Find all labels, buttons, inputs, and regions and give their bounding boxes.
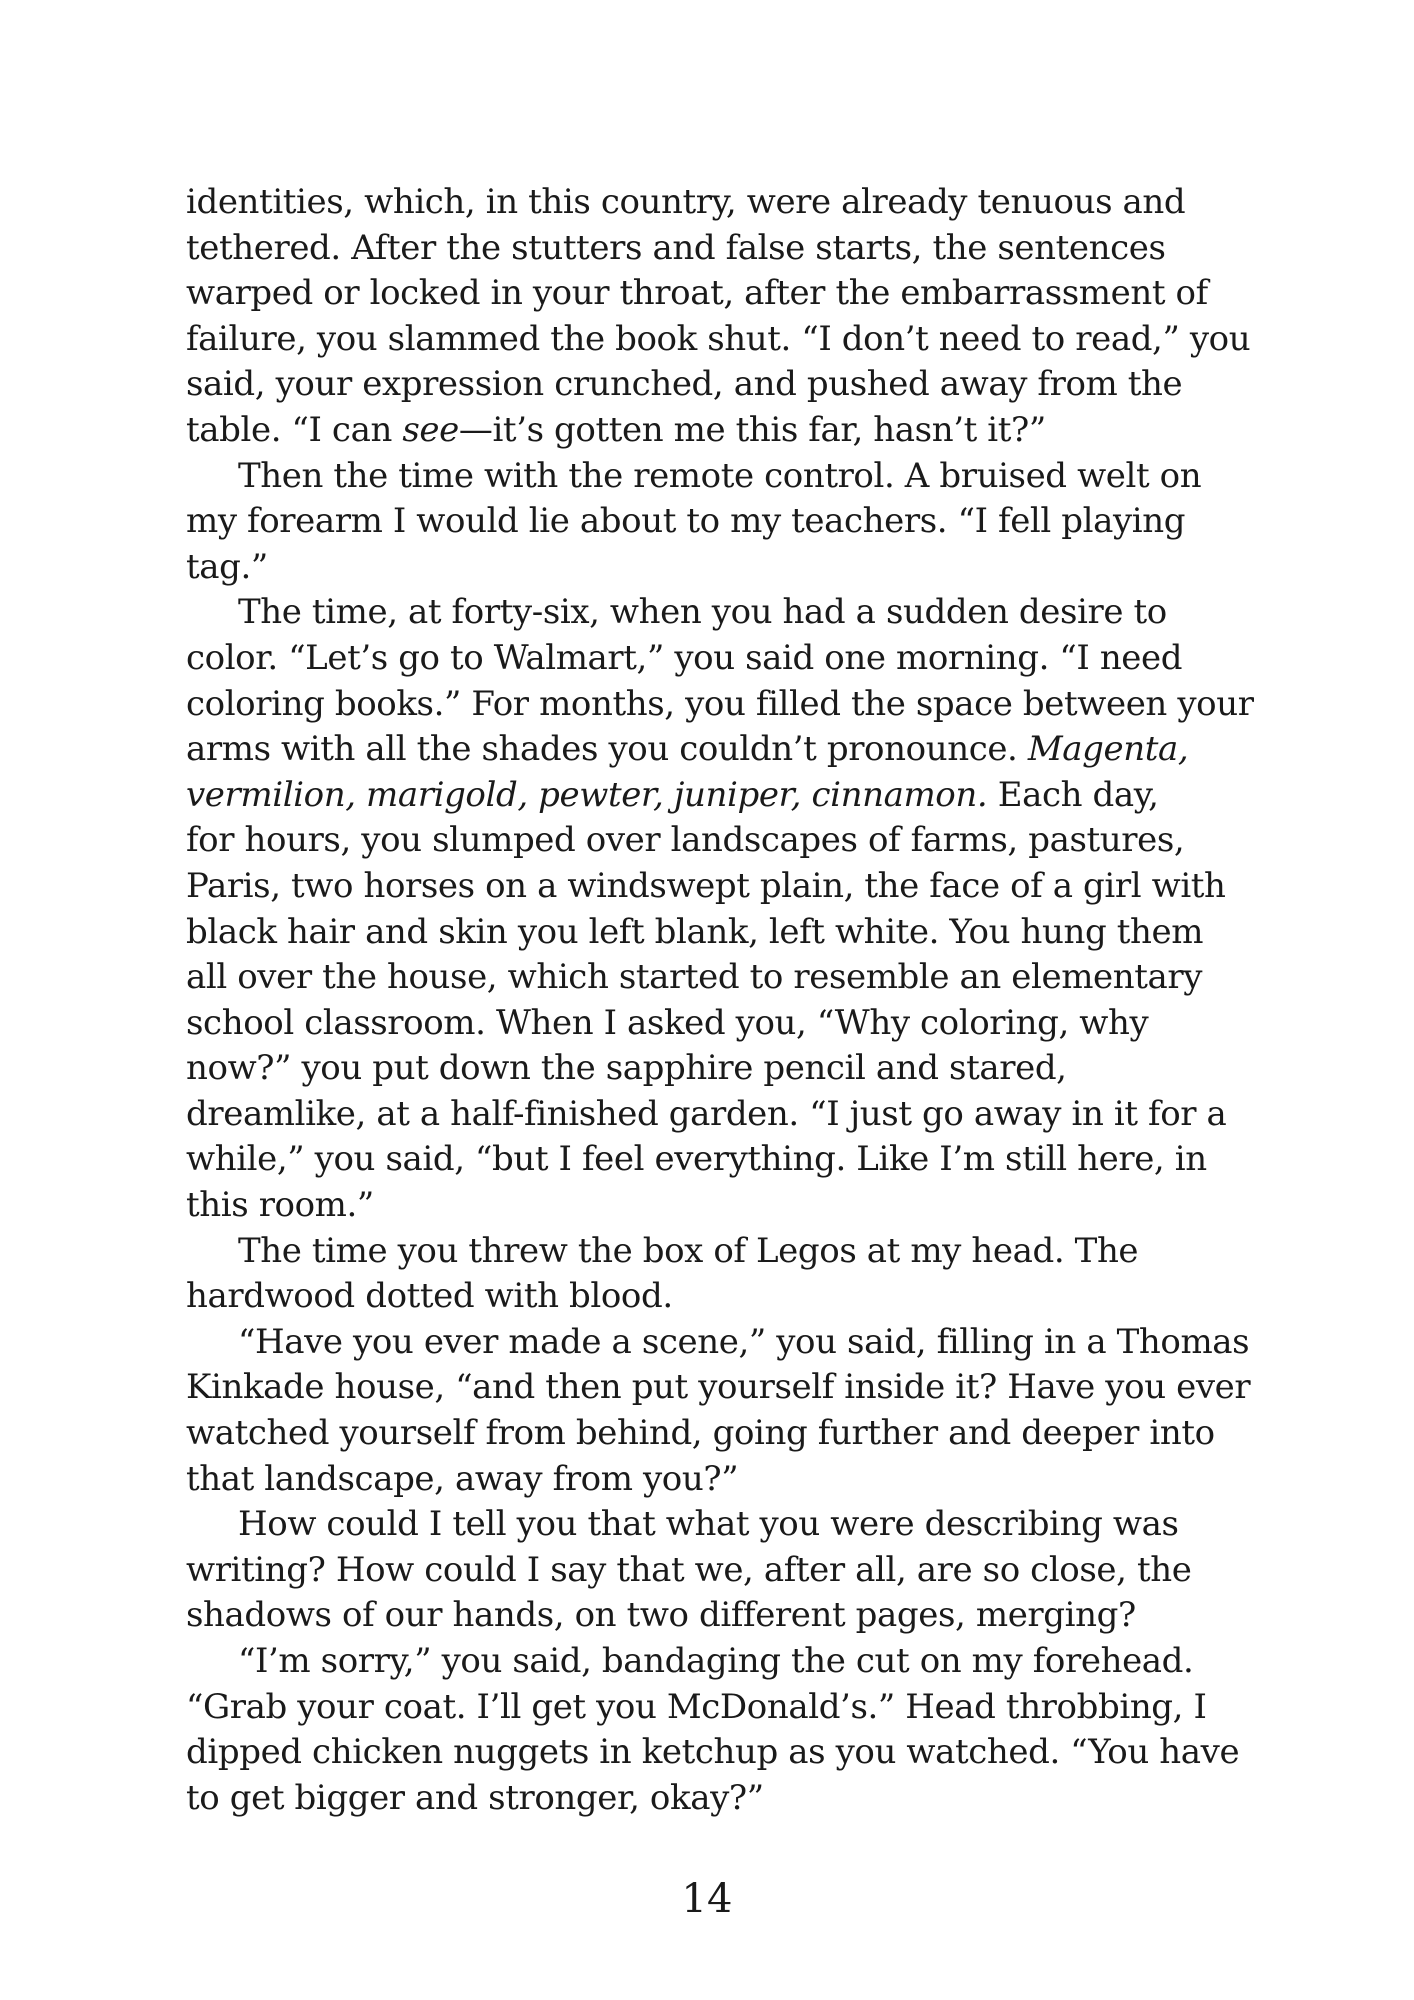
- body-text: [186, 180, 1254, 1821]
- text-line: all over the house, which started to resemble an elementary: [186, 957, 1203, 998]
- text-line: tag.”: [186, 546, 268, 587]
- text-line: Then the time with the remote control. A bruised welt on: [238, 455, 1202, 496]
- text-line: for hours, you slumped over landscapes of farms, pastures,: [186, 820, 1185, 861]
- text-line: now?” you put down the sapphire pencil and stared,: [186, 1048, 1067, 1089]
- text-line: to get bigger and stronger, okay?”: [186, 1777, 764, 1818]
- text-line: The time you threw the box of Legos at my head. The: [238, 1230, 1139, 1271]
- text-line: coloring books.” For months, you filled the space between your: [186, 683, 1254, 724]
- text-line: writing? How could I say that we, after all, are so close, the: [186, 1549, 1192, 1590]
- text-line: tethered. After the stutters and false starts, the sentences: [186, 227, 1166, 268]
- text-line: How could I tell you that what you were describing was: [238, 1504, 1179, 1545]
- text-line: failure, you slammed the book shut. “I don’t need to read,” you: [186, 318, 1251, 359]
- text-line: that landscape, away from you?”: [186, 1458, 739, 1499]
- text-line: this room.”: [186, 1185, 374, 1226]
- text-line: table. “I can see—it’s gotten me this far, hasn’t it?”: [186, 409, 1046, 450]
- text-line: “Have you ever made a scene,” you said, filling in a Thomas: [238, 1321, 1250, 1362]
- text-line: “I’m sorry,” you said, bandaging the cut on my forehead.: [238, 1641, 1194, 1681]
- text-line: my forearm I would lie about to my teachers. “I fell playing: [186, 501, 1186, 542]
- text-line: hardwood dotted with blood.: [186, 1276, 673, 1317]
- text-line: color. “Let’s go to Walmart,” you said one morning. “I need: [186, 637, 1183, 678]
- text-line: shadows of our hands, on two different pages, merging?: [186, 1595, 1136, 1636]
- text-line: The time, at forty-six, when you had a sudden desire to: [238, 592, 1167, 633]
- page-number: 14: [681, 1876, 733, 1922]
- text-line: arms with all the shades you couldn’t pronounce. Magenta,: [186, 729, 1189, 770]
- text-line: Kinkade house, “and then put yourself inside it? Have you ever: [186, 1367, 1251, 1408]
- text-line: said, your expression crunched, and pushed away from the: [186, 364, 1183, 405]
- text-line: dipped chicken nuggets in ketchup as you watched. “You have: [186, 1732, 1240, 1773]
- text-line: dreamlike, at a half-finished garden. “I just go away in it for a: [186, 1093, 1227, 1134]
- text-line: Paris, two horses on a windswept plain, the face of a girl with: [186, 865, 1226, 906]
- text-line: watched yourself from behind, going further and deeper into: [186, 1413, 1215, 1454]
- text-line: vermilion, marigold, pewter, juniper, cinnamon. Each day,: [186, 774, 1159, 815]
- text-line: “Grab your coat. I’ll get you McDonald’s.” Head throbbing, I: [186, 1686, 1207, 1727]
- text-line: black hair and skin you left blank, left white. You hung them: [186, 911, 1204, 952]
- text-line: while,” you said, “but I feel everything. Like I’m still here, in: [186, 1139, 1207, 1180]
- text-line: school classroom. When I asked you, “Why coloring, why: [186, 1002, 1149, 1043]
- text-line: warped or locked in your throat, after the embarrassment of: [186, 273, 1208, 314]
- text-line: identities, which, in this country, were already tenuous and: [186, 182, 1186, 222]
